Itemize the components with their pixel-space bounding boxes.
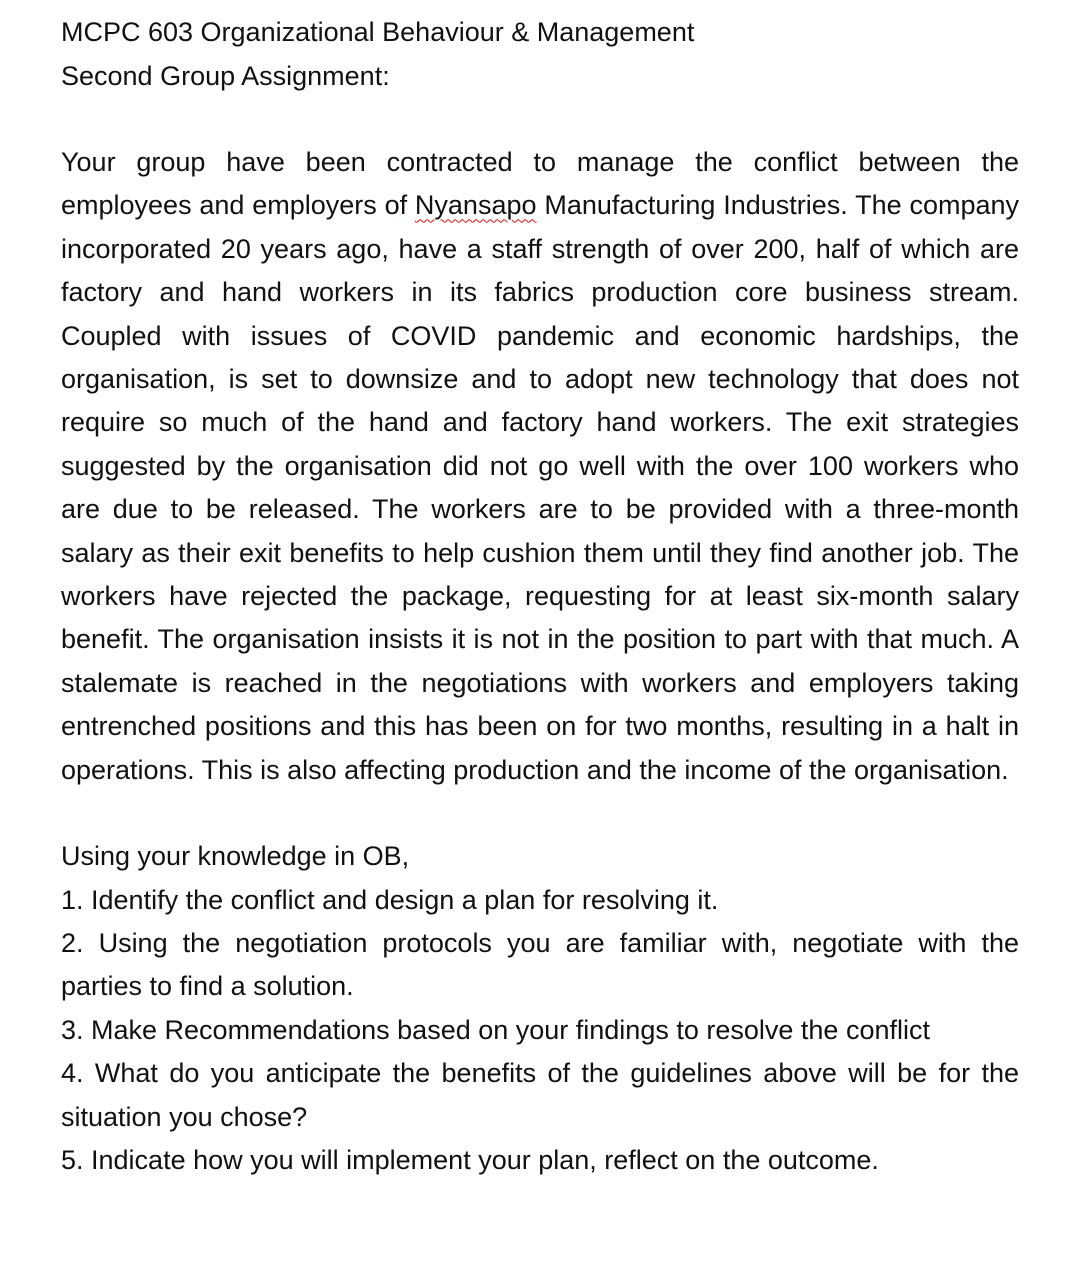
question-item-1: 1. Identify the conflict and design a plan for resolving it. — [61, 884, 719, 915]
question-item-5: 5. Indicate how you will implement your plan, reflect on the outcome. — [61, 1144, 879, 1175]
assignment-title: Second Group Assignment: — [61, 61, 390, 91]
scenario-paragraph — [61, 141, 1019, 792]
question-item-3: 3. Make Recommendations based on your findings to resolve the conflict — [61, 1014, 930, 1045]
question-item-2: 2. Using the negotiation protocols you are familiar with, negotiate with the parties to find a solution. — [61, 927, 1019, 1002]
scenario-text-start: Your group have been contracted to manage the conflict between the employees and employers of — [61, 147, 1019, 221]
course-title: MCPC 603 Organizational Behaviour & Management — [61, 17, 695, 47]
company-name-misspelled: Nyansapo — [414, 190, 537, 221]
questions-intro: Using your knowledge in OB, — [61, 841, 410, 872]
document-page — [61, 10, 1019, 1182]
question-item-4: 4. What do you anticipate the benefits of the guidelines above will be for the situation you chose? — [61, 1058, 1019, 1132]
scenario-text-end: Manufacturing Industries. The company incorporated 20 years ago, have a staff strength of over 200, half of which are factory and hand workers in its fabrics production core business stream. Coupled with issues of COVID pandemic and economic hardships, the organisation, is set to downsize and to adopt new technology that does not require so much of the hand and factory hand workers. The exit strategies suggested by the organisation did not go well with the over 100 workers who are due to be released. The workers are to be provided with a three-month salary as their exit benefits to help cushion them until they find another job. The workers have rejected the package, requesting for at least six-month salary benefit. The organisation insists it is not in the position to part with that much. A stalemate is reached in the negotiations with workers and employers taking entrenched positions and this has been on for two months, resulting in a halt in operations. This is also affecting production and the income of the organisation. — [61, 190, 1019, 785]
